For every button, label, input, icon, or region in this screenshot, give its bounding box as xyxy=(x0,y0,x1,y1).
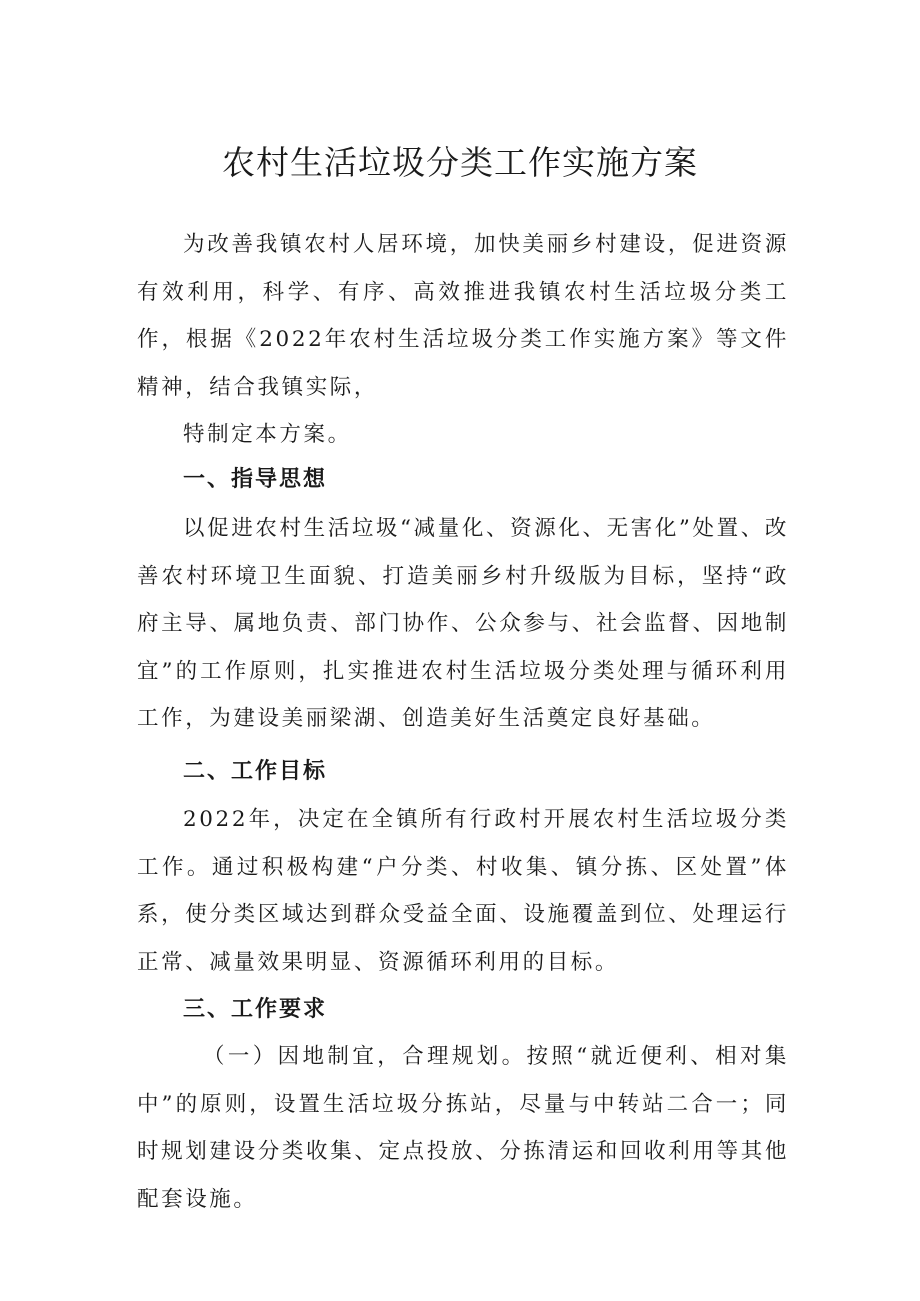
section-paragraph-guiding-ideology: 以促进农村生活垃圾“减量化、资源化、无害化”处置、改善农村环境卫生面貌、打造美丽乡村升级版为目标，坚持“政府主导、属地负责、部门协作、公众参与、社会监督、因地制宜”的工作原则，扎实推进农村生活垃圾分类处理与循环利用工作，为建设美丽梁湖、创造美好生活奠定良好基础。 xyxy=(137,516,789,731)
intro-paragraph: 为改善我镇农村人居环境，加快美丽乡村建设，促进资源有效利用，科学、有序、高效推进我镇农村生活垃圾分类工作，根据《2022年农村生活垃圾分类工作实施方案》等文件精神，结合我镇实际， xyxy=(137,232,789,400)
section-paragraph-work-goals: 2022年，决定在全镇所有行政村开展农村生活垃圾分类工作。通过积极构建“户分类、村收集、镇分拣、区处置”体系，使分类区域达到群众受益全面、设施覆盖到位、处理运行正常、减量效果明显、资源循环利用的目标。 xyxy=(137,807,789,975)
section-paragraph-work-requirements: （一）因地制宜，合理规划。按照“就近便利、相对集中”的原则，设置生活垃圾分拣站，尽量与中转站二合一；同时规划建设分类收集、定点投放、分拣清运和回收利用等其他配套设施。 xyxy=(137,1044,789,1212)
section-heading-work-requirements: 三、工作要求 xyxy=(183,997,328,1022)
section-heading-guiding-ideology: 一、指导思想 xyxy=(183,467,328,492)
section-heading-work-goals: 二、工作目标 xyxy=(183,759,328,784)
intro-closing-paragraph: 特制定本方案。 xyxy=(183,422,352,447)
document-title: 农村生活垃圾分类工作实施方案 xyxy=(222,143,698,182)
